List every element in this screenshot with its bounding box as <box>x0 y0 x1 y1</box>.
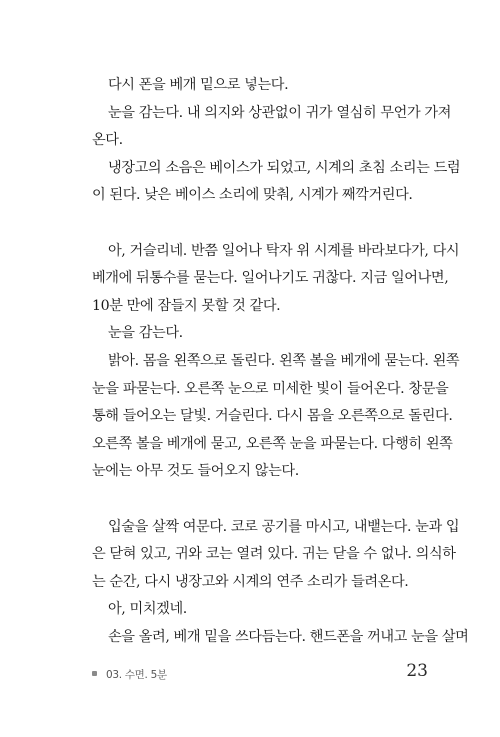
text-line: 눈에는 아무 것도 들어오지 않는다. <box>92 463 299 480</box>
running-footer <box>92 667 167 682</box>
page-number: 23 <box>406 661 428 681</box>
page-body <box>92 72 469 651</box>
text-line: 아, 미치겠네. <box>108 601 187 618</box>
text-line: 은 닫혀 있고, 귀와 코는 열려 있다. 귀는 닫을 수 없나. 의식하 <box>92 546 456 563</box>
section-break <box>92 210 432 238</box>
text-line: 베개에 뒤통수를 묻는다. 일어나기도 귀찮다. 지금 일어나면, <box>92 270 449 287</box>
paragraph <box>92 348 460 486</box>
square-bullet-icon <box>92 671 97 676</box>
text-line: 10분 만에 잠들지 못할 것 같다. <box>92 297 281 314</box>
text-line: 다시 폰을 베개 밑으로 넣는다. <box>108 77 289 93</box>
text-line: 아, 거슬리네. 반쯤 일어나 탁자 위 시계를 바라보다가, 다시 <box>108 242 460 259</box>
text-line: 눈을 감는다. 내 의지와 상관없이 귀가 열심히 무언가 가져 <box>108 104 452 121</box>
paragraph <box>92 238 460 321</box>
text-line: 눈을 감는다. <box>108 325 183 342</box>
paragraph <box>92 514 460 597</box>
text-line: 밝아. 몸을 왼쪽으로 돌린다. 왼쪽 볼을 베개에 묻는다. 왼쪽 <box>108 352 460 369</box>
text-line: 입술을 살짝 여문다. 코로 공기를 마시고, 내뱉는다. 눈과 입 <box>108 518 460 535</box>
paragraph <box>92 596 432 624</box>
paragraph <box>92 155 461 210</box>
paragraph <box>92 72 432 100</box>
text-line: 는 순간, 다시 냉장고와 시계의 연주 소리가 들려온다. <box>92 573 409 590</box>
text-line: 이 된다. 낮은 베이스 소리에 맞춰, 시계가 째깍거린다. <box>92 187 413 204</box>
paragraph <box>92 320 432 348</box>
text-line: 오른쪽 볼을 베개에 묻고, 오른쪽 눈을 파묻는다. 다행히 왼쪽 <box>92 435 453 452</box>
paragraph <box>92 100 452 155</box>
text-line: 온다. <box>92 132 123 149</box>
page-footer <box>92 661 428 685</box>
text-line: 눈을 파묻는다. 오른쪽 눈으로 미세한 빛이 들어온다. 창문을 <box>92 380 449 397</box>
text-line: 통해 들어오는 달빛. 거슬린다. 다시 몸을 오른쪽으로 돌린다. <box>92 408 453 425</box>
paragraph <box>92 624 469 652</box>
section-break <box>92 486 432 514</box>
text-line: 냉장고의 소음은 베이스가 되었고, 시계의 초침 소리는 드럼 <box>108 159 461 176</box>
chapter-label: 03. 수면. 5분 <box>106 669 167 681</box>
text-line: 손을 올려, 베개 밑을 쓰다듬는다. 핸드폰을 꺼내고 눈을 살며 <box>108 628 469 645</box>
